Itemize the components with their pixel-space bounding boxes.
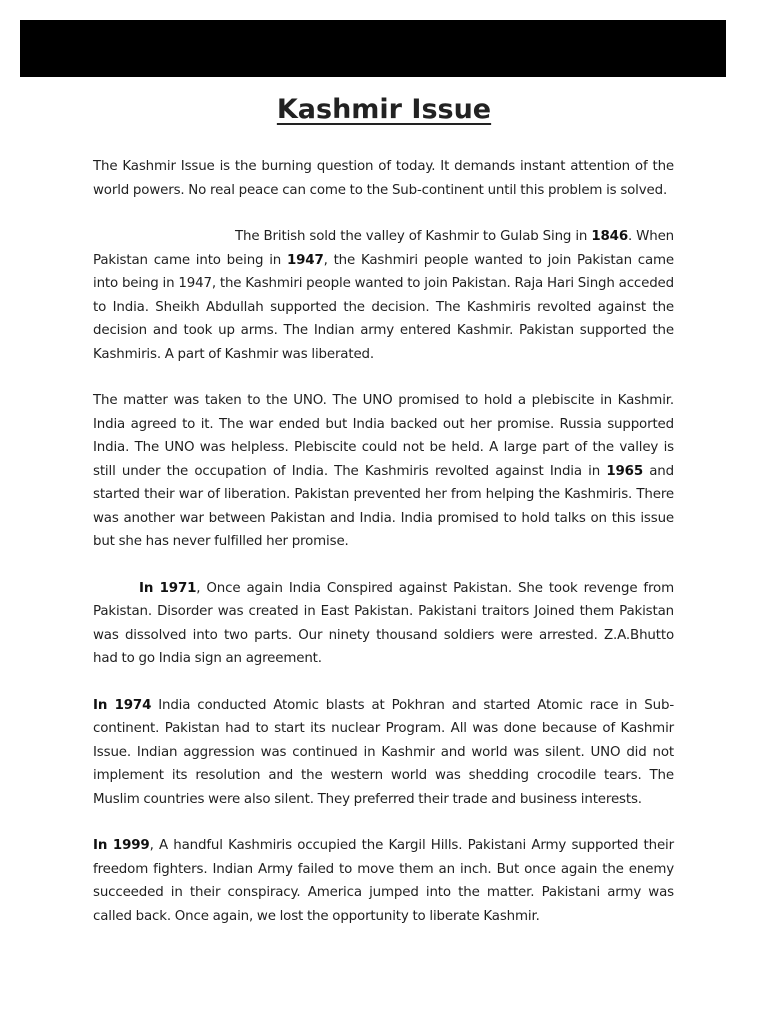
paragraph-text: and started their war of liberation. Pakistan prevented her from helping the Kashmiris. There was another war between Pakistan and India. India promised to hold talks on this issue but she has never fulfilled her promise. — [93, 463, 674, 549]
bold-year-text: In 1999 — [93, 838, 150, 853]
bold-year-text: 1947 — [286, 252, 324, 268]
paragraph-text: India conducted Atomic blasts at Pokhran and started Atomic race in Sub-continent. Pakistan had to start its nuclear Program. All was done because of Kashmir Issue. Indian aggression was continued in Kashmir and world was silent. UNO did not implement its resolution and the western world was shedding crocodile tears. The Muslim countries were also silent. They preferred their trade and business interests. — [93, 697, 674, 807]
paragraph-intro — [93, 155, 674, 202]
paragraph-text: , A handful Kashmiris occupied the Kargil Hills. Pakistani Army supported their freedom fighters. Indian Army failed to move them an inch. But once again the enemy succeeded in their conspiracy. America jumped into the matter. Pakistani army was called back. Once again, we lost the opportunity to liberate Kashmir. — [93, 838, 674, 924]
paragraph-text: , the Kashmiri people wanted to join Pakistan came into being in 1947, the Kashmiri people wanted to join Pakistan. Raja Hari Singh acceded to India. Sheikh Abdullah supported the decision. The Kashmiris revolted against the decision and took up arms. The Indian army entered Kashmir. Pakistan supported the Kashmiris. A part of Kashmir was liberated. — [93, 252, 674, 362]
paragraph-text: The matter was taken to the UNO. The UNO promised to hold a plebiscite in Kashmir. India agreed to it. The war ended but India backed out her promise. Russia supported India. The UNO was helpless. Plebiscite could not be held. A large part of the valley is still under the occupation of India. The Kashmiris revolted against India in — [93, 393, 674, 479]
header-bar — [20, 20, 726, 77]
paragraph-uno — [93, 389, 674, 554]
paragraph-1974 — [93, 694, 674, 812]
bold-year-text: 1846 — [591, 229, 628, 244]
paragraph-text: , Once again India Conspired against Pakistan. She took revenge from Pakistan. Disorder was created in East Pakistan. Pakistani traitors Joined them Pakistan was dissolved into two parts. Our ninety thousand soldiers were arrested. Z.A.Bhutto had to go India sign an agreement. — [93, 580, 674, 666]
bold-year-text: 1965 — [606, 463, 643, 479]
bold-year-text: In 1974 — [93, 697, 152, 713]
page-title: Kashmir Issue — [276, 94, 492, 125]
paragraph-1971 — [93, 577, 674, 671]
bold-year-text: In 1971 — [139, 580, 197, 596]
paragraph-1999 — [93, 834, 674, 928]
paragraph-partition — [93, 225, 674, 366]
document-body — [93, 155, 674, 951]
paragraph-text: The British sold the valley of Kashmir to Gulab Sing in — [235, 229, 592, 244]
paragraph-text: . When Pakistan came into being in — [93, 229, 675, 268]
paragraph-text: The Kashmir Issue is the burning question of today. It demands instant attention of the world powers. No real peace can come to the Sub-continent until this problem is solved. — [93, 159, 674, 198]
